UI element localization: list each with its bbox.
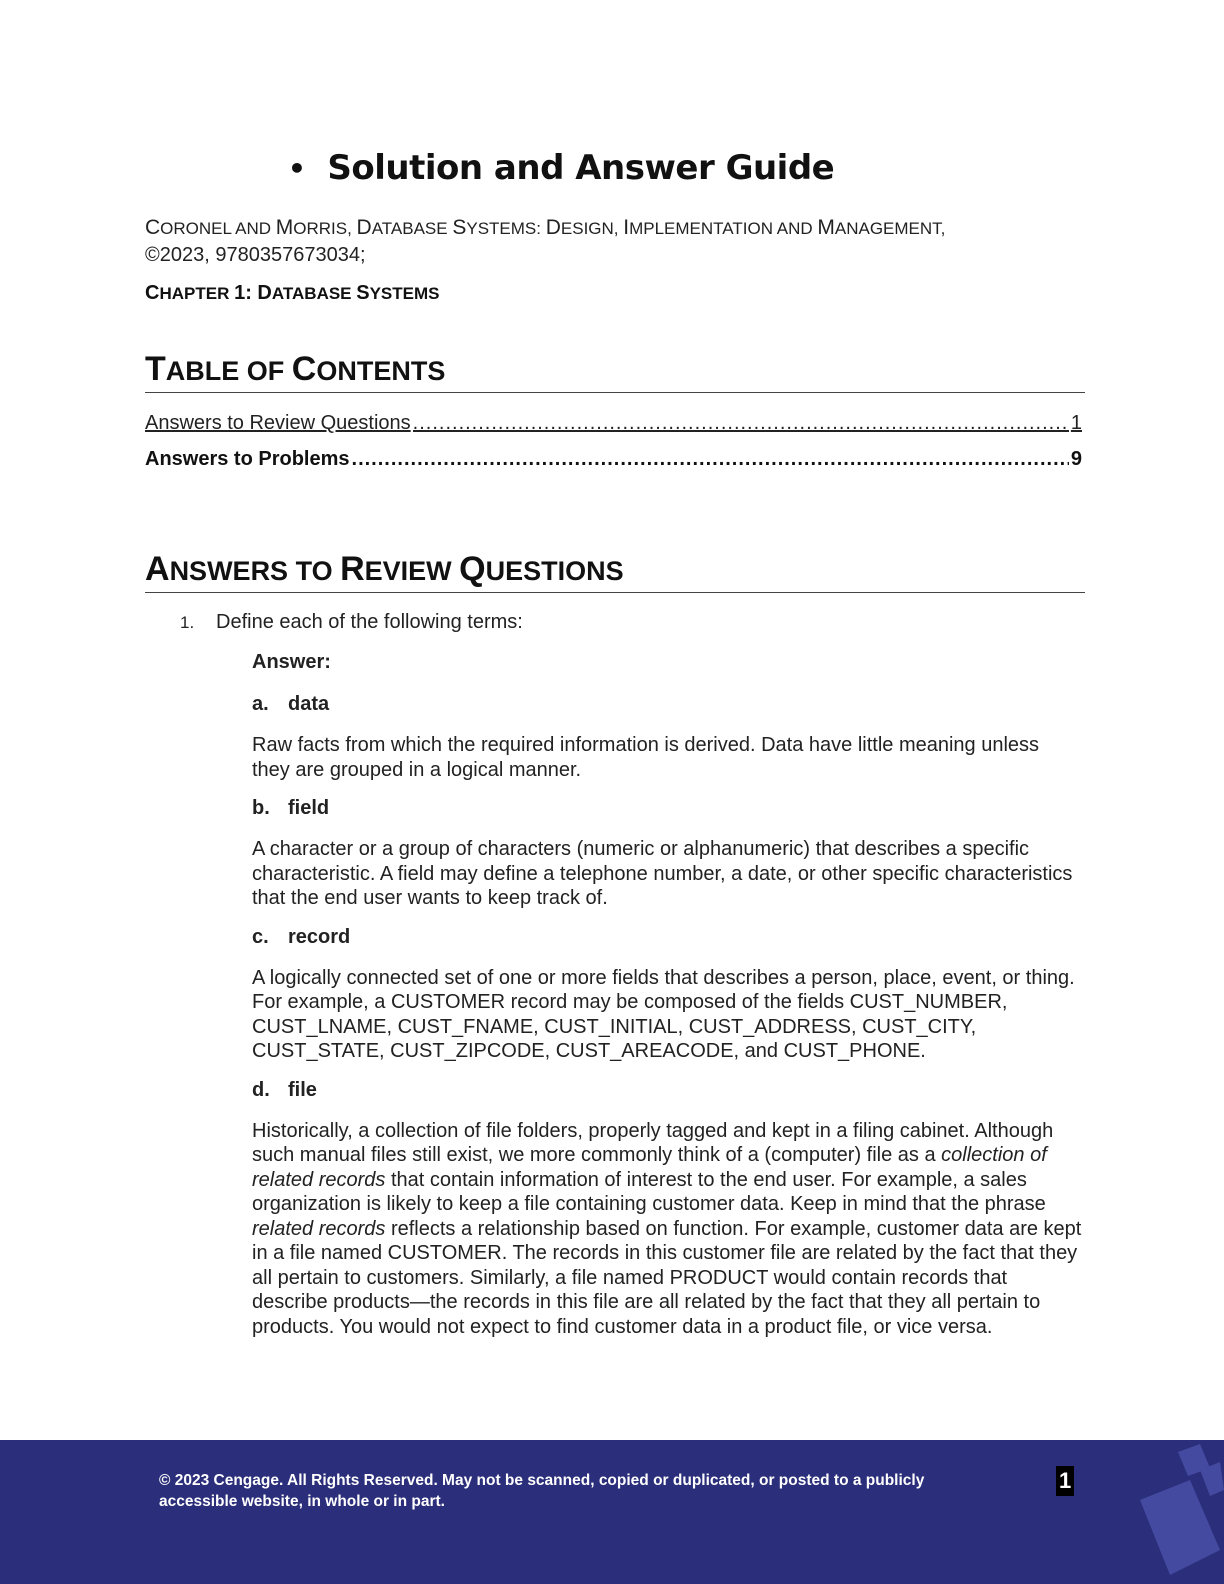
book-smallcaps: YSTEMS: [466, 219, 546, 238]
book-smallcaps: ESIGN, [560, 219, 624, 238]
book-cap: D [356, 216, 372, 239]
book-smallcaps: ORRIS, [293, 219, 357, 238]
toc-entry-page[interactable]: 1 [1070, 412, 1082, 434]
book-cap: I [623, 216, 630, 239]
term-letter: a. [252, 693, 269, 715]
book-cap: M [817, 216, 835, 239]
toc-heading-smallcaps: ONTENTS [316, 356, 446, 386]
toc-entry-problems[interactable] [145, 448, 1082, 471]
definition-emphasis: related records [252, 1217, 386, 1240]
chapter-number: 1: [234, 282, 258, 304]
guide-title-text: Solution and Answer Guide [327, 148, 835, 188]
toc-entry-review-questions[interactable] [145, 412, 1082, 435]
term-definition: A logically connected set of one or more fields that describes a person, place, event, or thing. For example, a CUSTOMER record may be composed of the fields CUST_NUMBER, CUST_LNAME, CUST_FNAME, CUST_INITIAL, CUST_ADDRESS, CUST_CITY, CUST_STATE, CUST_ZIPCODE, CUST_AREACODE, and CUST_PHONE. [252, 966, 1075, 1062]
book-cap: D [545, 216, 561, 239]
section-heading-smallcaps: EVIEW [364, 556, 460, 586]
term-name: record [288, 925, 351, 948]
definition-emphasis: collection of related records [252, 1144, 1047, 1191]
section-heading-cap: Q [459, 550, 486, 588]
chapter-smallcaps: HAPTER [159, 284, 235, 303]
answer-content [252, 650, 1082, 1353]
book-smallcaps: MPLEMENTATION AND [629, 219, 818, 238]
section-heading-smallcaps: NSWERS TO [169, 556, 341, 586]
book-edition-isbn: ©2023, 9780357673034; [145, 244, 366, 266]
term-letter: c. [252, 925, 269, 948]
toc-heading [145, 350, 1085, 393]
section-heading-smallcaps: UESTIONS [485, 556, 624, 586]
section-heading-cap: A [145, 550, 170, 588]
chapter-cap: C [145, 282, 160, 304]
book-smallcaps: ORONEL AND [160, 219, 276, 238]
term-heading [252, 692, 1082, 716]
book-cap: M [275, 216, 294, 239]
guide-title [288, 148, 834, 188]
book-cap: C [145, 216, 161, 239]
book-smallcaps: ATABASE [371, 219, 453, 238]
question-1 [180, 611, 523, 634]
term-heading [252, 925, 1082, 949]
question-number: 1. [180, 613, 195, 632]
copyright-notice: © 2023 Cengage. All Rights Reserved. May not be scanned, copied or duplicated, or posted to a publicly accessible website, in whole or in part. [159, 1472, 925, 1510]
chapter-cap: S [356, 282, 370, 304]
term-definition: Raw facts from which the required information is derived. Data have little meaning unless they are grouped in a logical manner. [252, 734, 1040, 781]
definition-text: that contain information of interest to the end user. For example, a sales organization is likely to keep a file containing customer data. Keep in mind that the phrase [252, 1168, 1046, 1215]
title-bullet-icon: • [288, 151, 306, 185]
term-heading [252, 796, 1082, 820]
chapter-smallcaps: ATABASE [271, 284, 357, 303]
term-name: field [288, 797, 330, 819]
chapter-smallcaps: YSTEMS [369, 284, 440, 303]
question-text: Define each of the following terms: [216, 611, 523, 633]
term-heading [252, 1078, 1082, 1102]
definition-text: Historically, a collection of file folders, properly tagged and kept in a filing cabinet. Although such manual files still exist, we more commonly think of a (computer) file as a [252, 1119, 1054, 1166]
chapter-cap: D [257, 282, 272, 304]
cengage-logo-icon [1130, 1440, 1224, 1584]
chapter-title [145, 282, 440, 305]
book-smallcaps: ANAGEMENT, [834, 219, 946, 238]
term-letter: b. [252, 797, 270, 819]
term-letter: d. [252, 1078, 270, 1101]
toc-leader-dots [352, 448, 1069, 471]
book-cap: S [452, 216, 467, 239]
definition-text: reflects a relationship based on function. For example, customer data are kept in a file named CUSTOMER. The records in this customer file are related by the fact that they all pertain to customers. Similarly, a file named PRODUCT would contain records that describe products—the records in this file are all related by the fact that they all pertain to products. You would not expect to find customer data in a product file, or vice versa. [252, 1217, 1082, 1338]
term-definition [252, 1119, 1082, 1340]
answer-label: Answer: [252, 651, 331, 673]
book-citation [145, 214, 1085, 269]
toc-leader-dots [413, 412, 1069, 435]
term-definition: A character or a group of characters (numeric or alphanumeric) that describes a specific characteristic. A field may define a telephone number, a date, or other specific characteristics that the end user wants to keep track of. [252, 838, 1073, 909]
toc-entry-label[interactable]: Answers to Review Questions [145, 412, 411, 434]
page-number: 1 [1056, 1466, 1074, 1496]
toc-heading-cap: T [145, 350, 166, 388]
term-name: file [288, 1078, 317, 1101]
toc-heading-smallcaps: ABLE OF [165, 356, 292, 386]
toc-entry-label[interactable]: Answers to Problems [145, 448, 350, 470]
term-name: data [288, 693, 330, 715]
section-heading [145, 550, 1085, 593]
section-heading-cap: R [340, 550, 365, 588]
toc-entry-page[interactable]: 9 [1070, 448, 1082, 470]
page-footer [0, 1440, 1224, 1584]
toc-heading-cap: C [291, 350, 317, 388]
